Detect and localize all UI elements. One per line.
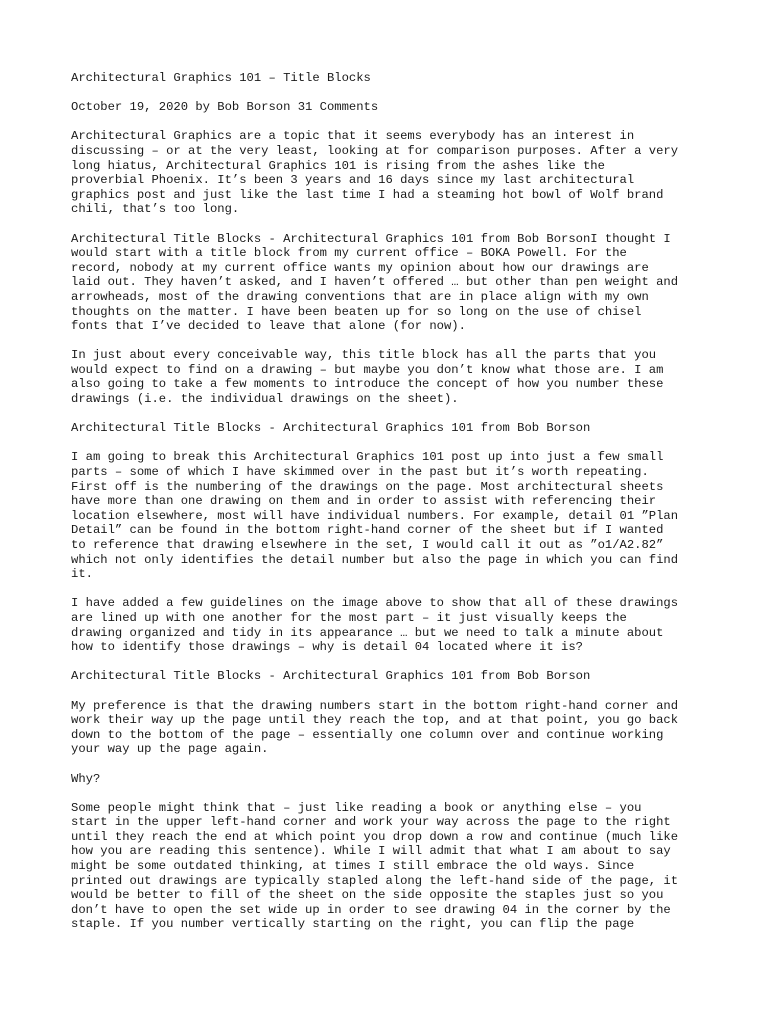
article-title: Architectural Graphics 101 – Title Blocks <box>71 71 371 85</box>
paragraph-intro: Architectural Graphics are a topic that it seems everybody has an interest in discussing – or at the very least, looking at for comparison purposes. After a very long hiatus, Architectural Graphics 101 is rising from the ashes like the proverbial Phoenix. It’s been 3 years and 16 days since my last architectural graphics post and just like the last time I had a steaming hot bowl of Wolf brand chili, that’s too long. <box>71 129 679 217</box>
paragraph-reasoning: Some people might think that – just like reading a book or anything else – you start in the upper left-hand corner and work your way across the page to the right until they reach the end at which point you drop down a row and continue (much like how you are reading this sentence). While I will admit that what I am about to say might be some outdated thinking, at times I still embrace the old ways. Since printed out drawings are typically stapled along the left-hand side of the page, it would be better to fill of the sheet on the side opposite the staples just so you don’t have to open the set wide up in order to see drawing 04 in the corner by the staple. If you number vertically starting on the right, you can flip the page <box>71 800 679 932</box>
paragraph-parts: In just about every conceivable way, this title block has all the parts that you would expect to find on a drawing – but maybe you don’t know what those are. I am also going to take a few moments to introduce the concept of how you number these drawings (i.e. the individual drawings on the sheet). <box>71 348 664 407</box>
article-byline: October 19, 2020 by Bob Borson 31 Comments <box>71 100 379 115</box>
image-caption: Architectural Title Blocks - Architectural Graphics 101 from Bob Borson <box>71 421 591 436</box>
paragraph-guidelines: I have added a few guidelines on the image above to show that all of these drawings are lined up with one another for the most part – it just visually keeps the drawing organized and tidy in its appearance … but we need to talk a minute about how to identify those drawings – why is detail 04 located where it is? <box>71 596 679 655</box>
paragraph-preference: My preference is that the drawing numbers start in the bottom right-hand corner and work their way up the page until they reach the top, and at that point, you go back down to the bottom of the page – essentially one column over and continue working your way up the page again. <box>71 698 679 757</box>
image-caption: Architectural Title Blocks - Architectural Graphics 101 from Bob Borson <box>71 669 591 684</box>
paragraph-why: Why? <box>71 771 101 786</box>
paragraph-title-block: Architectural Title Blocks - Architectural Graphics 101 from Bob BorsonI thought I would start with a title block from my current office – BOKA Powell. For the record, nobody at my current office wants my opinion about how our drawings are laid out. They haven’t asked, and I haven’t offered … but other than pen weight and arrowheads, most of the drawing conventions that are in place align with my own thoughts on the matter. I have been beaten up for so long on the use of chisel fonts that I’ve decided to leave that alone (for now). <box>71 231 679 334</box>
paragraph-numbering: I am going to break this Architectural Graphics 101 post up into just a few small parts – some of which I have skimmed over in the past but it’s worth repeating. First off is the numbering of the drawings on the page. Most architectural sheets have more than one drawing on them and in order to assist with referencing their location elsewhere, most will have individual numbers. For example, detail 01 ”Plan Detail” can be found in the bottom right-hand corner of the sheet but if I wanted to reference that drawing elsewhere in the set, I would call it out as ”o1/A2.82” which not only identifies the detail number but also the page in which you can find it. <box>71 450 679 582</box>
